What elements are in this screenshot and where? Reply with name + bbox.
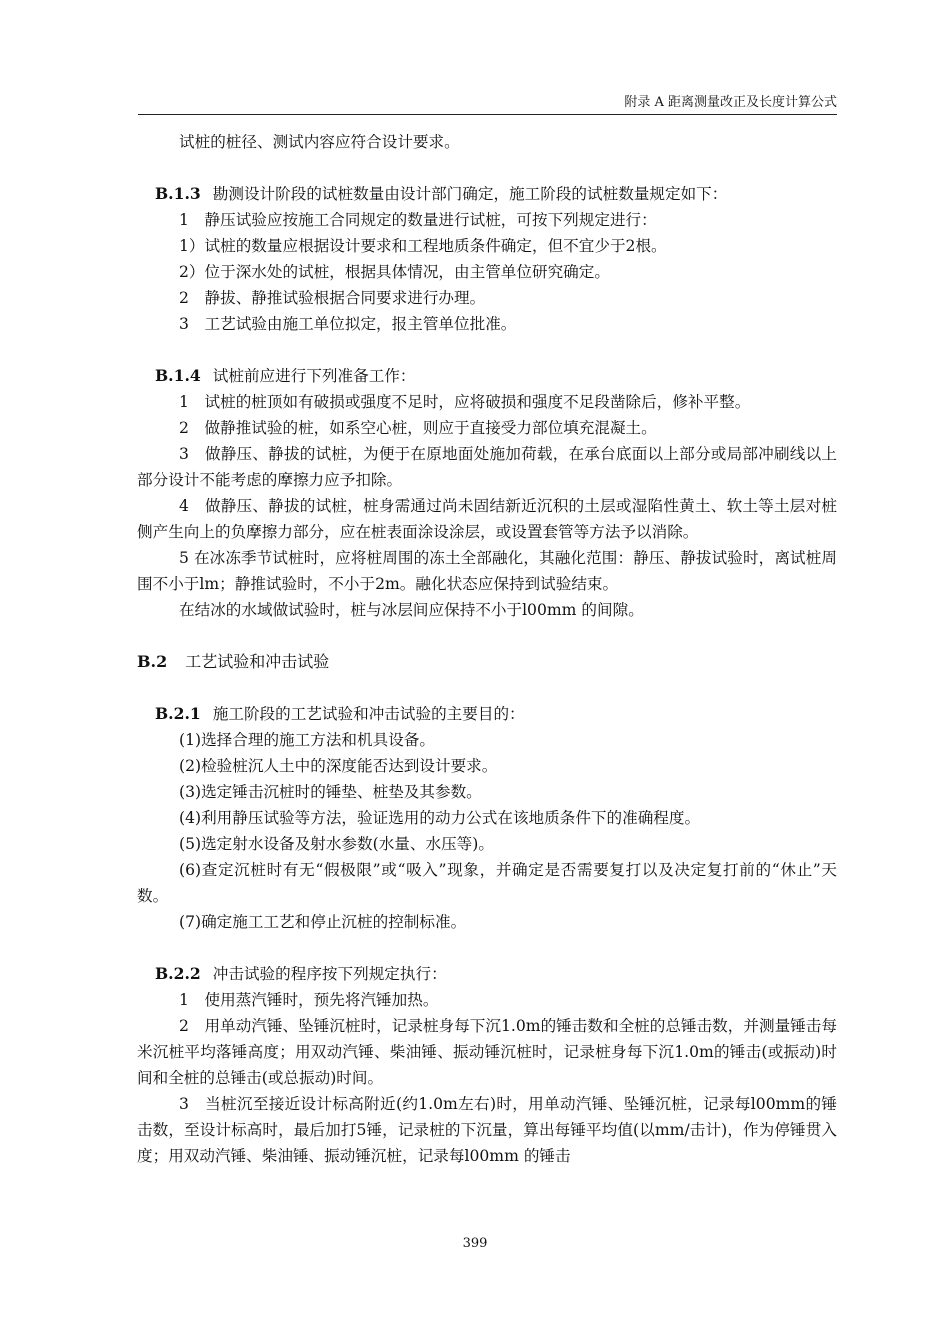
paragraph: 3 工艺试验由施工单位拟定，报主管单位批准。 <box>179 315 517 333</box>
paragraph: 5 在冰冻季节试桩时，应将桩周围的冻土全部融化，其融化范围：静压、静拔试验时，离试桩周围不小于lm；静推试验时，不小于2m。融化状态应保持到试验结束。 <box>137 549 837 593</box>
section-number: B.2 <box>137 652 168 671</box>
paragraph: 2 静拔、静推试验根据合同要求进行办理。 <box>179 289 486 307</box>
list-item: (6)查定沉桩时有无“假极限”或“吸入”现象，并确定是否需要复打以及决定复打前的“休止”天数。 <box>137 861 837 905</box>
clause-text: 冲击试验的程序按下列规定执行： <box>212 965 447 983</box>
list-item: (7)确定施工工艺和停止沉桩的控制标准。 <box>179 913 467 931</box>
clause-text: 勘测设计阶段的试桩数量由设计部门确定，施工阶段的试桩数量规定如下： <box>212 185 728 203</box>
running-header: 附录 A 距离测量改正及长度计算公式 <box>138 92 837 115</box>
clause-b-2-1 <box>137 701 837 727</box>
section-heading-b-2 <box>137 649 837 675</box>
paragraph: 3 当桩沉至接近设计标高附近(约1.0m左右)时，用单动汽锤、坠锤沉桩，记录每l00mm的锤击数，至设计标高时，最后加打5锤，记录桩的下沉量，算出每锤平均值(以mm/击计)，作为停锤贯入度；用双动汽锤、柴油锤、振动锤沉桩，记录每l00mm 的锤击 <box>137 1095 837 1165</box>
paragraph: 4 做静压、静拔的试桩，桩身需通过尚未固结新近沉积的土层或湿陷性黄土、软土等土层对桩侧产生向上的负摩擦力部分，应在桩表面涂设涂层，或设置套管等方法予以消除。 <box>137 497 837 541</box>
page-number: 399 <box>462 1236 488 1251</box>
paragraph: 1 使用蒸汽锤时，预先将汽锤加热。 <box>179 991 439 1009</box>
paragraph: 1 试桩的桩顶如有破损或强度不足时，应将破损和强度不足段凿除后，修补平整。 <box>179 393 751 411</box>
clause-number: B.1.4 <box>155 366 201 385</box>
paragraph: 2 做静推试验的桩，如系空心桩，则应于直接受力部位填充混凝土。 <box>179 419 657 437</box>
clause-text: 试桩前应进行下列准备工作： <box>212 367 416 385</box>
paragraph: 1）试桩的数量应根据设计要求和工程地质条件确定，但不宜少于2根。 <box>179 237 667 255</box>
section-title: 工艺试验和冲击试验 <box>185 652 330 671</box>
paragraph: 2 用单动汽锤、坠锤沉桩时，记录桩身每下沉1.0m的锤击数和全桩的总锤击数，并测量锤击每米沉桩平均落锤高度；用双动汽锤、柴油锤、振动锤沉桩时，记录桩身每下沉1.0m的锤击(或振动)时间和全桩的总锤击(或总振动)时间。 <box>137 1017 837 1087</box>
clause-number: B.1.3 <box>155 184 201 203</box>
list-item: (3)选定锤击沉桩时的锤垫、桩垫及其参数。 <box>179 783 482 801</box>
list-item: (5)选定射水设备及射水参数(水量、水压等)。 <box>179 835 494 853</box>
list-item: (1)选择合理的施工方法和机具设备。 <box>179 731 435 749</box>
paragraph: 试桩的桩径、测试内容应符合设计要求。 <box>179 133 460 151</box>
clause-number: B.2.1 <box>155 704 201 723</box>
clause-number: B.2.2 <box>155 964 201 983</box>
paragraph: 3 做静压、静拔的试桩，为便于在原地面处施加荷载，在承台底面以上部分或局部冲刷线以上部分设计不能考虑的摩擦力应予扣除。 <box>137 445 837 489</box>
clause-b-1-4 <box>137 363 837 389</box>
paragraph: 2）位于深水处的试桩，根据具体情况，由主管单位研究确定。 <box>179 263 610 281</box>
clause-text: 施工阶段的工艺试验和冲击试验的主要目的： <box>212 705 525 723</box>
clause-b-2-2 <box>137 961 837 987</box>
paragraph: 在结冰的水域做试验时，桩与冰层间应保持不小于l00mm 的间隙。 <box>179 601 644 619</box>
clause-b-1-3 <box>137 181 837 207</box>
paragraph: 1 静压试验应按施工合同规定的数量进行试桩，可按下列规定进行： <box>179 211 657 229</box>
page-body <box>137 129 837 1169</box>
list-item: (2)检验桩沉人土中的深度能否达到设计要求。 <box>179 757 498 775</box>
list-item: (4)利用静压试验等方法，验证选用的动力公式在该地质条件下的准确程度。 <box>179 809 701 827</box>
